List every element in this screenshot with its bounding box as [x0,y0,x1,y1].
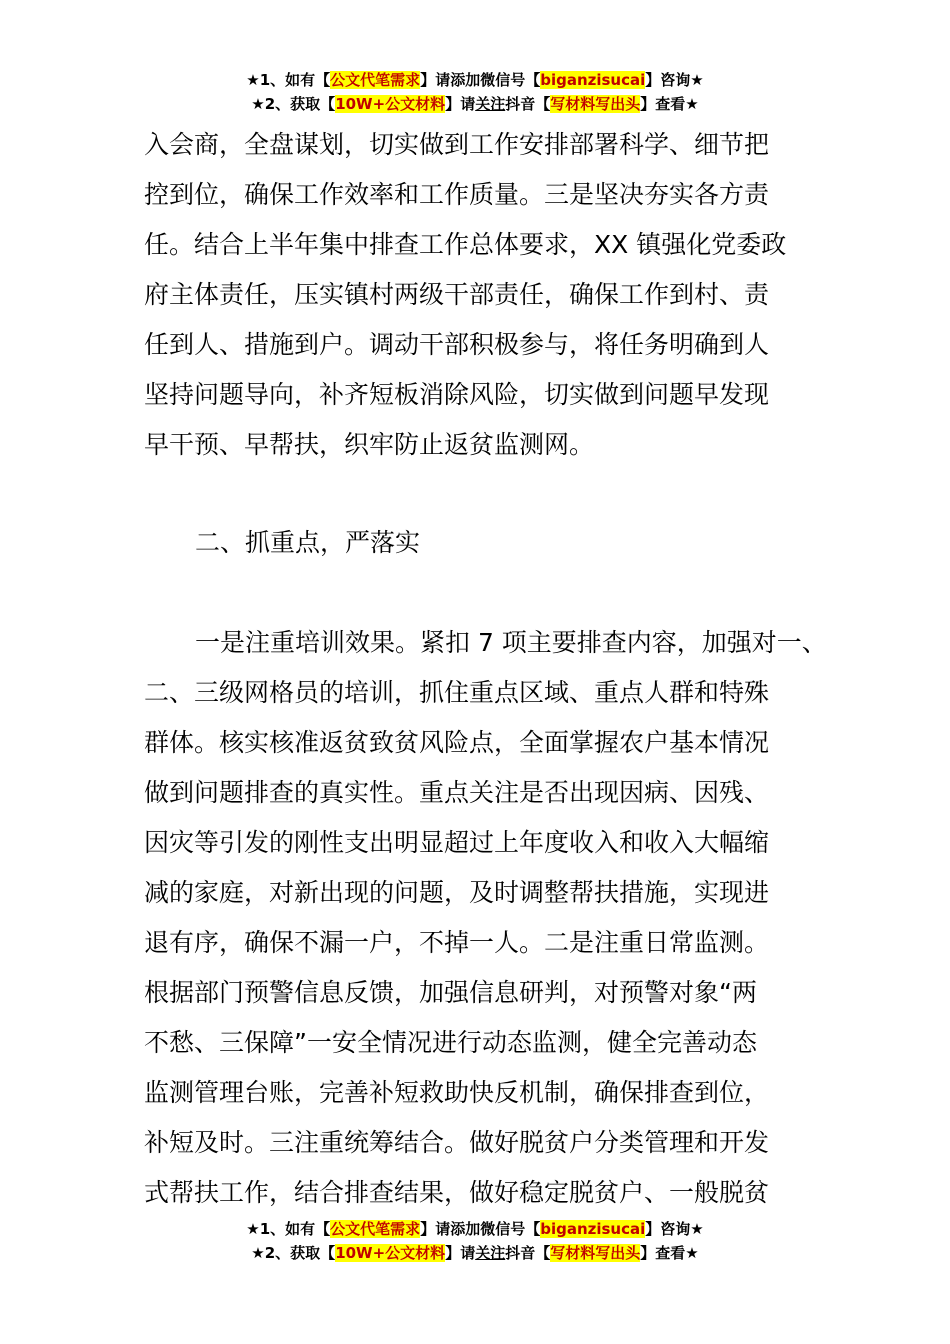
top-banner [0,68,950,116]
banner-line-2 [0,92,950,116]
banner-highlight: 10W+公文材料 [335,95,446,113]
text-line: 任到人、措施到户。调动干部积极参与，将任务明确到人 [144,330,770,359]
text-line: 一是注重培训效果。紧扣 7 项主要排查内容，加强对一、 [195,628,827,657]
banner-highlight: biganzisucai [540,1220,646,1238]
banner-underline: 关注 [475,95,506,113]
section-heading [195,518,875,568]
text-line: 式帮扶工作，结合排查结果，做好稳定脱贫户、一般脱贫 [144,1178,770,1207]
paragraph-block-2 [144,618,827,1218]
banner-text: 抖音【 [505,1244,551,1262]
banner-highlight: 公文代笔需求 [330,1220,421,1238]
text-line: 坚持问题导向，补齐短板消除风险，切实做到问题早发现 [144,380,770,409]
banner-line-1 [0,68,950,92]
banner-highlight: 写材料写出头 [550,1244,641,1262]
banner-text: 】请添加微信号【 [420,71,541,89]
banner-text: 抖音【 [505,95,551,113]
text-line: 早干预、早帮扶，织牢防止返贫监测网。 [144,430,595,459]
text-line: 入会商，全盘谋划，切实做到工作安排部署科学、细节把 [144,130,770,159]
text-line: 根据部门预警信息反馈，加强信息研判，对预警对象“两 [144,978,757,1007]
banner-text: ★2、获取【 [251,1244,336,1262]
banner-text: 】请添加微信号【 [420,1220,541,1238]
text-line: 任。结合上半年集中排查工作总体要求，XX 镇强化党委政 [144,230,787,259]
banner-text: ★1、如有【 [246,71,331,89]
banner-text: ★2、获取【 [251,95,336,113]
text-line: 控到位，确保工作效率和工作质量。三是坚决夯实各方责 [144,180,770,209]
heading-text: 二、抓重点，严落实 [195,528,421,557]
paragraph-block-1 [144,120,824,470]
text-line: 群体。核实核准返贫致贫风险点，全面掌握农户基本情况 [144,728,770,757]
text-line: 补短及时。三注重统筹结合。做好脱贫户分类管理和开发 [144,1128,770,1157]
banner-line-1 [0,1217,950,1241]
banner-highlight: 10W+公文材料 [335,1244,446,1262]
banner-text: ★1、如有【 [246,1220,331,1238]
banner-text: 】咨询★ [645,71,704,89]
bottom-banner [0,1217,950,1265]
banner-highlight: 公文代笔需求 [330,71,421,89]
banner-highlight: biganzisucai [540,71,646,89]
banner-underline: 关注 [475,1244,506,1262]
text-line: 因灾等引发的刚性支出明显超过上年度收入和收入大幅缩 [144,828,770,857]
text-line: 监测管理台账，完善补短救助快反机制，确保排查到位， [144,1078,770,1107]
banner-text: 】请 [445,1244,476,1262]
banner-text: 】查看★ [640,1244,699,1262]
banner-line-2 [0,1241,950,1265]
text-line: 不愁、三保障”一安全情况进行动态监测，健全完善动态 [144,1028,757,1057]
text-line: 退有序，确保不漏一户，不掉一人。二是注重日常监测。 [144,928,770,957]
text-line: 减的家庭，对新出现的问题，及时调整帮扶措施，实现进 [144,878,770,907]
text-line: 二、三级网格员的培训，抓住重点区域、重点人群和特殊 [144,678,770,707]
banner-text: 】请 [445,95,476,113]
text-line: 做到问题排查的真实性。重点关注是否出现因病、因残、 [144,778,770,807]
text-line: 府主体责任，压实镇村两级干部责任，确保工作到村、责 [144,280,770,309]
banner-text: 】咨询★ [645,1220,704,1238]
banner-text: 】查看★ [640,95,699,113]
banner-highlight: 写材料写出头 [550,95,641,113]
